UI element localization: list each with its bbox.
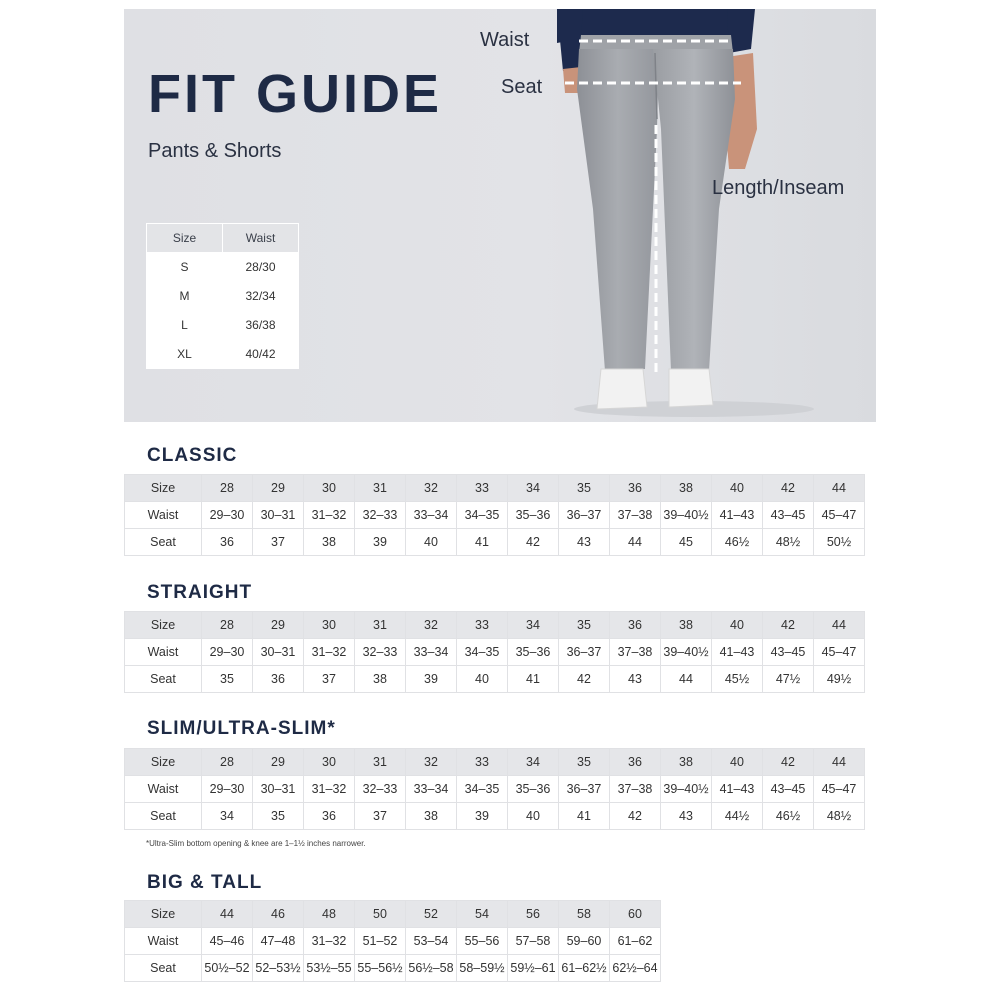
table-cell: 34 (202, 803, 253, 830)
table-cell: 28 (202, 612, 253, 639)
table-cell: 55–56½ (355, 955, 406, 982)
table-cell: 35–36 (508, 776, 559, 803)
table-cell: 42 (763, 749, 814, 776)
table-cell: 39–40½ (661, 639, 712, 666)
table-cell: 32/34 (223, 282, 299, 311)
row-label: Seat (125, 955, 202, 982)
table-header-row (125, 612, 865, 639)
table-cell: 30 (304, 612, 355, 639)
table-cell: 30 (304, 749, 355, 776)
model-pants-illustration (519, 9, 819, 422)
table-cell: 46 (253, 901, 304, 928)
table-cell: 28/30 (223, 253, 299, 282)
footnote: *Ultra-Slim bottom opening & knee are 1–1½ inches narrower. (146, 839, 366, 848)
table-cell: 41–43 (712, 776, 763, 803)
table-cell: 31–32 (304, 776, 355, 803)
table-cell: 43–45 (763, 776, 814, 803)
table-cell: 59–60 (559, 928, 610, 955)
table-cell: 35 (559, 749, 610, 776)
table-header-row (125, 901, 661, 928)
classic-title: CLASSIC (147, 445, 238, 466)
table-cell: 35 (202, 666, 253, 693)
table-cell: 33–34 (406, 776, 457, 803)
row-label: Waist (125, 928, 202, 955)
table-cell: 50½ (814, 529, 865, 556)
table-cell: 44 (661, 666, 712, 693)
table-cell: 42 (763, 612, 814, 639)
seat-measure-label: Seat (501, 76, 543, 98)
table-cell: 57–58 (508, 928, 559, 955)
table-cell: 40 (712, 475, 763, 502)
table-header-row (125, 749, 865, 776)
table-cell: 35–36 (508, 502, 559, 529)
table-cell: 40 (712, 749, 763, 776)
table-cell: 37 (253, 529, 304, 556)
table-cell: 38 (661, 612, 712, 639)
page-title: FIT GUIDE (148, 64, 442, 124)
table-cell: M (147, 282, 223, 311)
table-cell: 45–47 (814, 502, 865, 529)
table-cell: 40 (508, 803, 559, 830)
table-header-cell: Waist (223, 224, 299, 253)
table-cell: 34 (508, 612, 559, 639)
table-cell: 36 (610, 475, 661, 502)
table-cell: 44 (814, 475, 865, 502)
table-cell: 44 (610, 529, 661, 556)
table-cell: 32–33 (355, 639, 406, 666)
table-cell: 55–56 (457, 928, 508, 955)
table-cell: 38 (355, 666, 406, 693)
table-cell: 28 (202, 749, 253, 776)
table-row (147, 340, 299, 369)
table-cell: 30–31 (253, 776, 304, 803)
table-cell: 41–43 (712, 639, 763, 666)
table-cell: 35 (559, 475, 610, 502)
table-row (125, 776, 865, 803)
row-label: Seat (125, 666, 202, 693)
table-cell: 42 (763, 475, 814, 502)
table-cell: 49½ (814, 666, 865, 693)
table-cell: 45–46 (202, 928, 253, 955)
table-cell: 39–40½ (661, 502, 712, 529)
table-cell: 31 (355, 749, 406, 776)
table-header-cell: Size (147, 224, 223, 253)
table-cell: 41–43 (712, 502, 763, 529)
table-cell: 32 (406, 612, 457, 639)
table-cell: 45–47 (814, 776, 865, 803)
table-cell: 34–35 (457, 639, 508, 666)
table-cell: 42 (508, 529, 559, 556)
table-cell: 36 (610, 612, 661, 639)
table-cell: 61–62 (610, 928, 661, 955)
table-cell: 52–53½ (253, 955, 304, 982)
table-cell: 46½ (763, 803, 814, 830)
table-cell: 29–30 (202, 502, 253, 529)
table-row (147, 311, 299, 340)
table-cell: XL (147, 340, 223, 369)
table-cell: L (147, 311, 223, 340)
table-cell: 30 (304, 475, 355, 502)
table-cell: 28 (202, 475, 253, 502)
table-cell: 46½ (712, 529, 763, 556)
table-cell: 37 (355, 803, 406, 830)
table-cell: 32–33 (355, 502, 406, 529)
row-label: Seat (125, 803, 202, 830)
basic-size-table (146, 223, 299, 369)
table-cell: 39 (355, 529, 406, 556)
table-row (125, 803, 865, 830)
table-row (125, 502, 865, 529)
table-cell: 35 (253, 803, 304, 830)
table-cell: 56 (508, 901, 559, 928)
row-label: Size (125, 749, 202, 776)
table-cell: 37–38 (610, 776, 661, 803)
table-cell: 41 (508, 666, 559, 693)
table-cell: 58–59½ (457, 955, 508, 982)
table-cell: 53–54 (406, 928, 457, 955)
table-cell: 51–52 (355, 928, 406, 955)
table-cell: 36 (304, 803, 355, 830)
table-cell: 52 (406, 901, 457, 928)
table-cell: 44 (202, 901, 253, 928)
row-label: Size (125, 901, 202, 928)
table-header-row (147, 224, 299, 253)
table-cell: 32 (406, 749, 457, 776)
row-label: Seat (125, 529, 202, 556)
table-cell: 35–36 (508, 639, 559, 666)
table-cell: 40 (406, 529, 457, 556)
slim-size-chart (124, 748, 865, 830)
row-label: Waist (125, 502, 202, 529)
table-cell: 34 (508, 475, 559, 502)
table-cell: 44½ (712, 803, 763, 830)
table-cell: 43 (559, 529, 610, 556)
table-cell: 36 (253, 666, 304, 693)
table-cell: 43–45 (763, 502, 814, 529)
table-cell: 29–30 (202, 776, 253, 803)
table-cell: 38 (406, 803, 457, 830)
table-cell: 44 (814, 612, 865, 639)
hero-banner (124, 9, 876, 422)
table-cell: 38 (661, 475, 712, 502)
table-row (125, 955, 661, 982)
waist-measure-label: Waist (480, 29, 530, 51)
table-cell: 41 (457, 529, 508, 556)
table-cell: 32 (406, 475, 457, 502)
table-cell: 29 (253, 612, 304, 639)
table-header-row (125, 475, 865, 502)
table-cell: 37–38 (610, 502, 661, 529)
row-label: Size (125, 612, 202, 639)
table-cell: 30–31 (253, 502, 304, 529)
table-cell: 34–35 (457, 776, 508, 803)
table-cell: S (147, 253, 223, 282)
table-cell: 50 (355, 901, 406, 928)
table-cell: 54 (457, 901, 508, 928)
table-cell: 34–35 (457, 502, 508, 529)
table-cell: 29 (253, 749, 304, 776)
table-cell: 33 (457, 612, 508, 639)
table-cell: 45–47 (814, 639, 865, 666)
table-cell: 37–38 (610, 639, 661, 666)
table-cell: 45½ (712, 666, 763, 693)
table-cell: 41 (559, 803, 610, 830)
table-cell: 43 (661, 803, 712, 830)
table-cell: 31–32 (304, 502, 355, 529)
table-cell: 40 (457, 666, 508, 693)
table-cell: 40/42 (223, 340, 299, 369)
table-cell: 39–40½ (661, 776, 712, 803)
table-cell: 36 (610, 749, 661, 776)
table-row (147, 282, 299, 311)
table-cell: 50½–52 (202, 955, 253, 982)
table-cell: 39 (457, 803, 508, 830)
table-cell: 36–37 (559, 639, 610, 666)
table-cell: 61–62½ (559, 955, 610, 982)
table-cell: 37 (304, 666, 355, 693)
big-tall-size-chart (124, 900, 661, 982)
big-tall-title: BIG & TALL (147, 872, 263, 893)
table-cell: 48 (304, 901, 355, 928)
table-cell: 43–45 (763, 639, 814, 666)
table-cell: 33–34 (406, 639, 457, 666)
table-cell: 38 (304, 529, 355, 556)
row-label: Size (125, 475, 202, 502)
table-cell: 43 (610, 666, 661, 693)
table-cell: 42 (559, 666, 610, 693)
table-cell: 36 (202, 529, 253, 556)
length-measure-label: Length/Inseam (712, 177, 845, 199)
table-row (125, 666, 865, 693)
table-cell: 36–37 (559, 502, 610, 529)
straight-size-chart (124, 611, 865, 693)
table-cell: 35 (559, 612, 610, 639)
table-cell: 33–34 (406, 502, 457, 529)
table-cell: 32–33 (355, 776, 406, 803)
table-cell: 34 (508, 749, 559, 776)
table-cell: 47½ (763, 666, 814, 693)
page-subtitle: Pants & Shorts (148, 140, 282, 162)
table-cell: 47–48 (253, 928, 304, 955)
classic-size-chart (124, 474, 865, 556)
table-cell: 59½–61 (508, 955, 559, 982)
table-cell: 29 (253, 475, 304, 502)
table-row (147, 253, 299, 282)
table-cell: 30–31 (253, 639, 304, 666)
table-cell: 31–32 (304, 928, 355, 955)
table-cell: 48½ (763, 529, 814, 556)
table-cell: 33 (457, 475, 508, 502)
table-cell: 53½–55 (304, 955, 355, 982)
table-cell: 62½–64 (610, 955, 661, 982)
table-row (125, 928, 661, 955)
table-cell: 33 (457, 749, 508, 776)
slim-title: SLIM/ULTRA-SLIM* (147, 718, 336, 739)
table-cell: 31 (355, 612, 406, 639)
row-label: Waist (125, 639, 202, 666)
table-cell: 44 (814, 749, 865, 776)
table-cell: 45 (661, 529, 712, 556)
table-cell: 48½ (814, 803, 865, 830)
row-label: Waist (125, 776, 202, 803)
table-cell: 31 (355, 475, 406, 502)
table-row (125, 639, 865, 666)
table-cell: 36–37 (559, 776, 610, 803)
table-cell: 40 (712, 612, 763, 639)
table-cell: 36/38 (223, 311, 299, 340)
table-row (125, 529, 865, 556)
table-cell: 39 (406, 666, 457, 693)
table-cell: 29–30 (202, 639, 253, 666)
table-cell: 58 (559, 901, 610, 928)
table-cell: 38 (661, 749, 712, 776)
table-cell: 56½–58 (406, 955, 457, 982)
table-cell: 31–32 (304, 639, 355, 666)
straight-title: STRAIGHT (147, 582, 253, 603)
table-cell: 42 (610, 803, 661, 830)
table-cell: 60 (610, 901, 661, 928)
